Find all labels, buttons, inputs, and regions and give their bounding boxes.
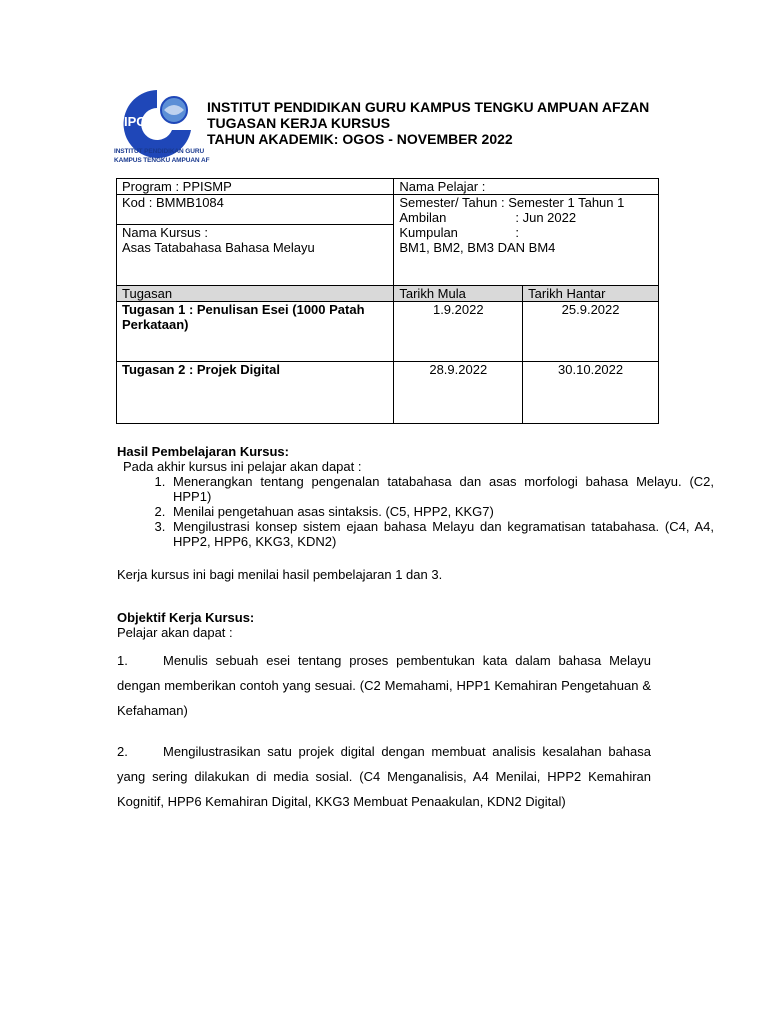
outcomes-heading: Hasil Pembelajaran Kursus: xyxy=(117,444,289,459)
learning-outcomes-section xyxy=(117,444,714,549)
objectives-intro: Pelajar akan dapat : xyxy=(117,625,233,640)
task-2-name: Tugasan 2 : Projek Digital xyxy=(117,362,394,424)
nama-kursus-value: Asas Tatabahasa Bahasa Melayu xyxy=(122,240,315,255)
outcomes-note: Kerja kursus ini bagi menilai hasil pembelajaran 1 dan 3. xyxy=(117,567,443,582)
kumpulan-label: Kumpulan xyxy=(399,225,458,240)
kod-cell: Kod : BMMB1084 xyxy=(117,195,394,225)
outcome-item: 1. Menerangkan tentang pengenalan tatabahasa dan asas morfologi bahasa Melayu. (C2, HPP1) xyxy=(169,474,714,504)
kumpulan-colon: : xyxy=(515,225,519,240)
objectives-heading: Objektif Kerja Kursus: xyxy=(117,610,255,625)
header-assignment-title: TUGASAN KERJA KURSUS xyxy=(207,115,391,131)
task-2-due: 30.10.2022 xyxy=(523,362,659,424)
objectives-header xyxy=(117,610,254,640)
header-academic-year: TAHUN AKADEMIK: OGOS - NOVEMBER 2022 xyxy=(207,131,513,147)
ambilan-value: : Jun 2022 xyxy=(515,210,577,225)
logo-mark: IPG xyxy=(124,114,147,129)
semester-cell xyxy=(394,195,659,286)
document-header xyxy=(207,99,649,147)
header-institution: INSTITUT PENDIDIKAN GURU KAMPUS TENGKU AMPUAN AFZAN xyxy=(207,99,650,115)
outcome-item: 2. Menilai pengetahuan asas sintaksis. (C5, HPP2, KKG7) xyxy=(169,504,714,519)
ambilan-label: Ambilan xyxy=(399,210,447,225)
col-tarikh-mula: Tarikh Mula xyxy=(394,286,523,302)
nama-kursus-cell xyxy=(117,225,394,286)
task-1-due: 25.9.2022 xyxy=(523,302,659,362)
logo-caption-line2: KAMPUS TENGKU AMPUAN AF xyxy=(114,157,210,164)
objective-text: Mengilustrasikan satu projek digital dengan membuat analisis kesalahan bahasa yang sering dilakukan di media sosial. (C4 Menganalisis, A4 Menilai, HPP2 Kemahiran Kognitif, HPP6 Kemahiran Digital, KKG3 Membuat Penaakulan, KDN2 Digital) xyxy=(117,744,651,809)
kumpulan-value: BM1, BM2, BM3 DAN BM4 xyxy=(399,240,556,255)
objective-item-1 xyxy=(117,648,651,723)
col-tugasan: Tugasan xyxy=(117,286,394,302)
objective-text: Menulis sebuah esei tentang proses pembentukan kata dalam bahasa Melayu dengan memberikan contoh yang sesuai. (C2 Memahami, HPP1 Kemahiran Pengetahuan & Kefahaman) xyxy=(117,653,651,718)
objective-number: 1. xyxy=(117,653,128,668)
nama-kursus-label: Nama Kursus : xyxy=(122,225,208,240)
semester-line: Semester/ Tahun : Semester 1 Tahun 1 xyxy=(399,195,625,210)
program-cell: Program : PPISMP xyxy=(117,179,394,195)
outcome-item: 3. Mengilustrasi konsep sistem ejaan bahasa Melayu dan kegramatisan tatabahasa. (C4, A4, HPP2, HPP6, KKG3, KDN2) xyxy=(169,519,714,549)
info-table xyxy=(116,178,659,424)
outcomes-intro: Pada akhir kursus ini pelajar akan dapat : xyxy=(123,459,362,474)
task-1-start: 1.9.2022 xyxy=(394,302,523,362)
task-2-start: 28.9.2022 xyxy=(394,362,523,424)
outcomes-list xyxy=(117,474,714,549)
objective-number: 2. xyxy=(117,744,128,759)
col-tarikh-hantar: Tarikh Hantar xyxy=(523,286,659,302)
task-1-name: Tugasan 1 : Penulisan Esei (1000 Patah Perkataan) xyxy=(117,302,394,362)
logo-caption-line1: INSTITUT PENDIDIKAN GURU xyxy=(114,148,205,155)
objective-item-2 xyxy=(117,739,651,814)
nama-pelajar-cell: Nama Pelajar : xyxy=(394,179,659,195)
